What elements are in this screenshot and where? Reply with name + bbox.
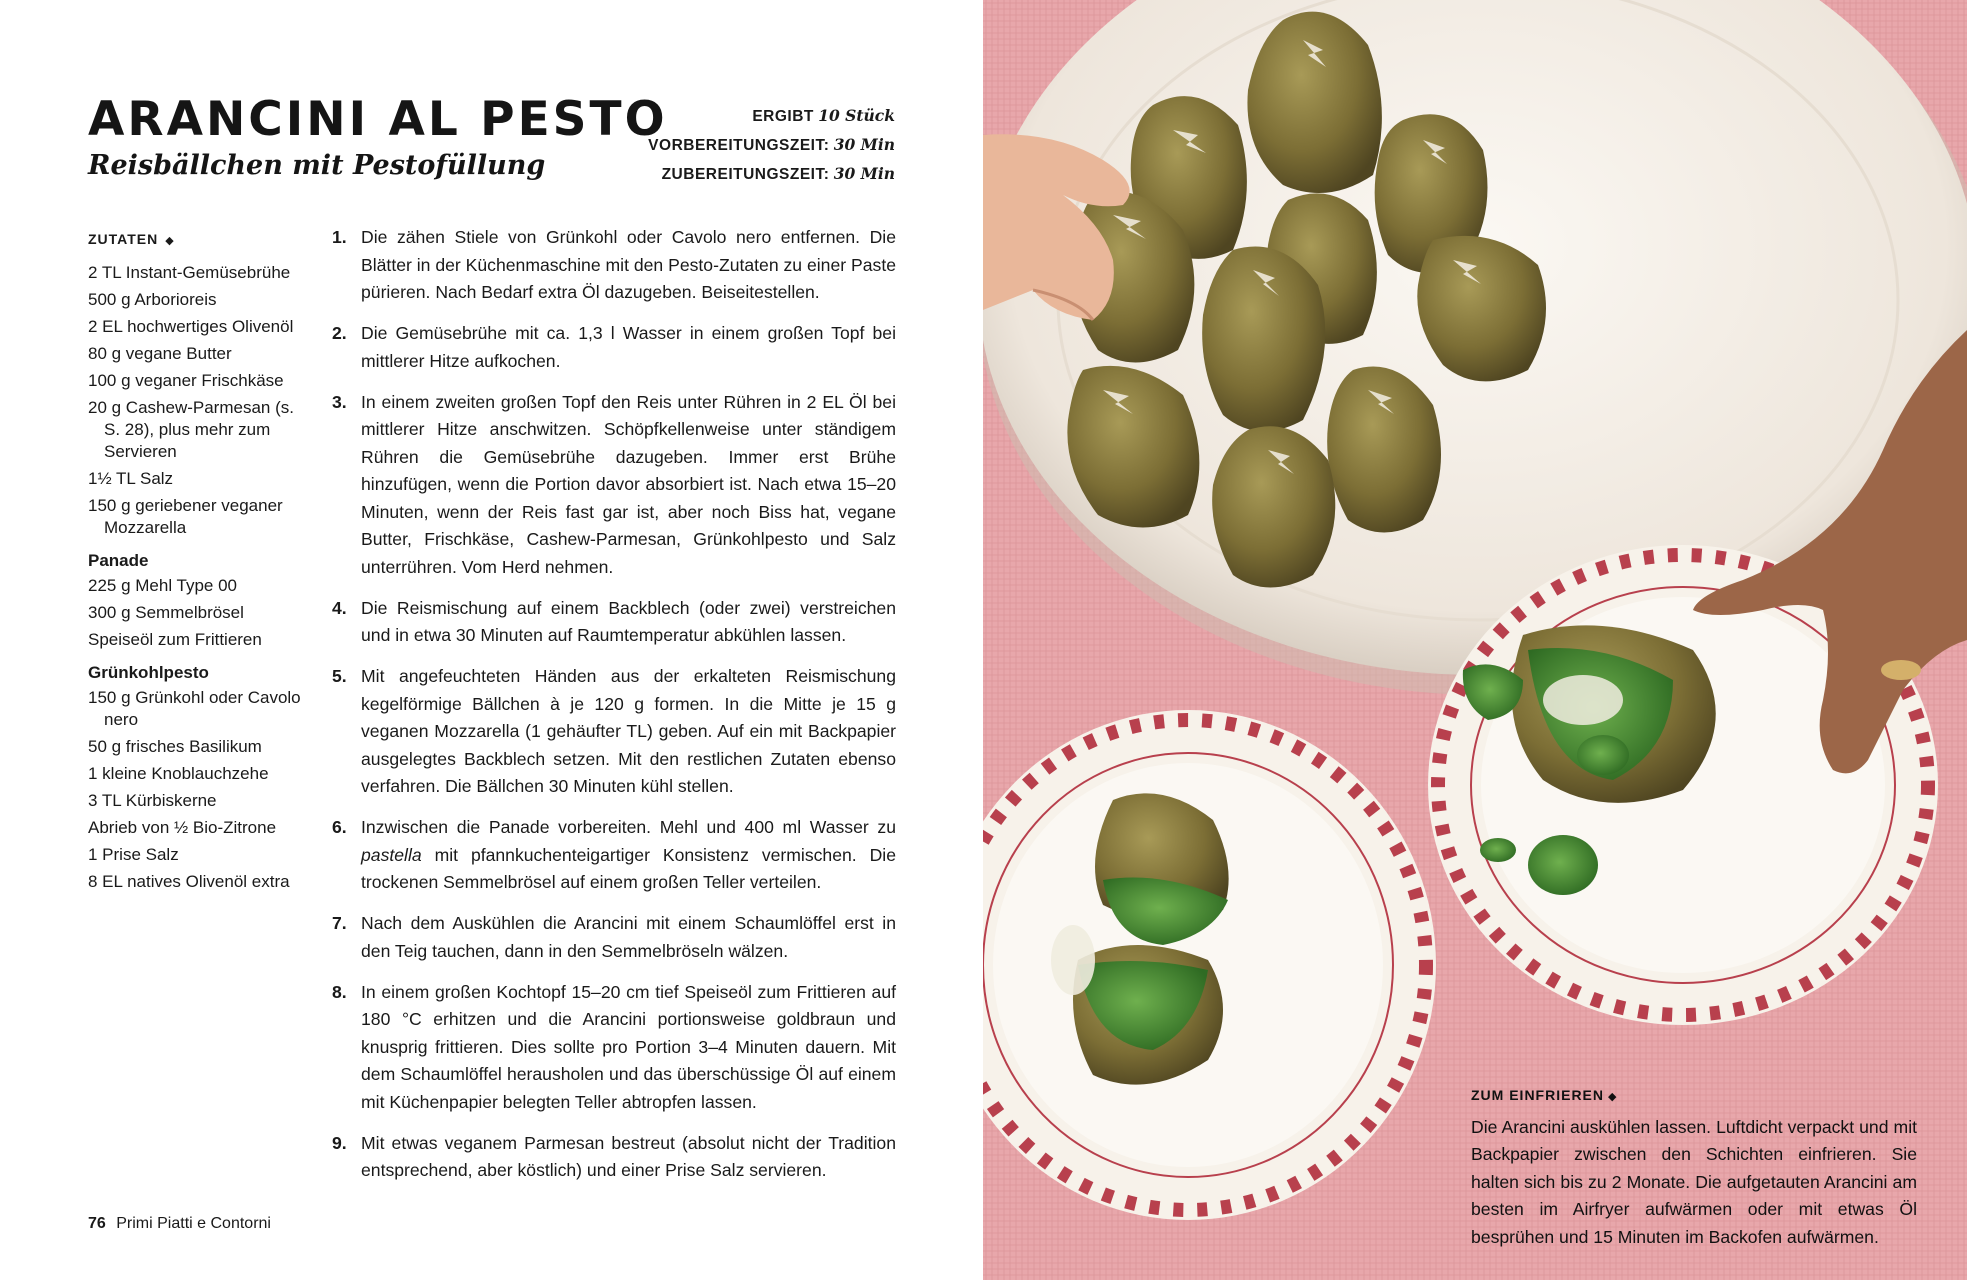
cook-time-value: 30 Min <box>833 164 895 183</box>
step-text: Die zähen Stiele von Grünkohl oder Cavolo nero entfernen. Die Blätter in der Küchenmaschine mit den Pesto-Zutaten zu einer Paste pürieren. Nach Bedarf extra Öl dazugeben. Beiseitestellen. <box>361 227 896 302</box>
ingredient-item: 50 g frisches Basilikum <box>88 737 262 756</box>
diamond-icon: ◆ <box>161 235 175 247</box>
ingredient-item: 300 g Semmelbrösel <box>88 603 244 622</box>
page-footer <box>88 1215 271 1233</box>
step-number: 9. <box>332 1132 347 1153</box>
step-text-part: mit pfannkuchenteigartiger Konsistenz vermischen. Die trockenen Semmelbrösel auf einem großen Teller verteilen. <box>361 844 896 892</box>
yield-value: 10 Stück <box>818 106 895 125</box>
step-text: In einem zweiten großen Topf den Reis unter Rühren in 2 EL Öl bei mittlerer Hitze anschwitzen. Schöpfkellenweise unter ständigem Rühren die Gemüsebrühe dazugeben. Immer erst Brühe hinzufügen, wenn die Portion davor absorbiert ist. Nach etwa 15–20 Minuten, wenn der Reis fast gar ist, aber noch Biss hat, vegane Butter, Frischkäse, Cashew-Parmesan, Grünkohlpesto und Salz unterrühren. Vom Herd nehmen. <box>361 391 896 577</box>
recipe-title: ARANCINI AL PESTO <box>88 92 668 147</box>
ingredients-heading-text: ZUTATEN <box>88 231 159 247</box>
method-step <box>332 979 896 1117</box>
method-step <box>332 1130 896 1185</box>
pesto-heading: Grünkohlpesto <box>88 663 209 682</box>
step-text: Nach dem Auskühlen die Arancini mit einem Schaumlöffel erst in den Teig tauchen, dann in den Semmelbröseln wälzen. <box>361 913 896 961</box>
ingredient-item: Speiseöl zum Frittieren <box>88 630 262 649</box>
ingredients-heading <box>88 228 303 252</box>
cook-time-label: ZUBEREITUNGSZEIT: <box>661 166 830 183</box>
recipe-subtitle: Reisbällchen mit Pestofüllung <box>88 150 546 181</box>
method-step <box>332 814 896 897</box>
step-text: Mit etwas veganem Parmesan bestreut (absolut nicht der Tradition entsprechend, aber köstlich) und einer Prise Salz servieren. <box>361 1132 896 1180</box>
step-text: Die Reismischung auf einem Backblech (oder zwei) verstreichen und in etwa 30 Minuten auf Raumtemperatur abkühlen lassen. <box>361 597 896 645</box>
ingredients-list <box>88 228 303 898</box>
ingredient-item: 225 g Mehl Type 00 <box>88 576 238 595</box>
ingredients-pesto-group <box>88 687 303 893</box>
step-text-part: pastella <box>361 844 422 865</box>
ingredient-item: 8 EL natives Olivenöl extra <box>88 872 290 891</box>
cook-time-line <box>565 160 895 189</box>
step-number: 1. <box>332 227 347 247</box>
ingredient-item: 1 kleine Knoblauchzehe <box>88 764 269 783</box>
method-step <box>332 910 896 965</box>
yield-label: ERGIBT <box>752 108 814 125</box>
yield-line <box>565 102 895 131</box>
ingredient-item: 1½ TL Salz <box>88 469 174 488</box>
method-step <box>332 320 896 375</box>
ingredient-item: 80 g vegane Butter <box>88 344 232 363</box>
method-step <box>332 595 896 650</box>
diamond-icon: ◆ <box>1604 1091 1618 1103</box>
ingredients-panade-group <box>88 575 303 651</box>
step-text: Die Gemüsebrühe mit ca. 1,3 l Wasser in einem großen Topf bei mittlerer Hitze aufkochen. <box>361 323 896 371</box>
step-number: 7. <box>332 913 347 933</box>
step-text: Mit angefeuchteten Händen aus der erkalteten Reismischung kegelförmige Bällchen à je 120 g formen. In die Mitte je 15 g veganen Mozzarella (1 gehäufter TL) geben. Auf ein mit Backpapier ausgelegtes Backblech setzen. Mit den restlichen Zutaten ebenso verfahren. Die Bällchen 30 Minuten kühl stellen. <box>361 666 896 796</box>
ingredient-item: Abrieb von ½ Bio-Zitrone <box>88 818 277 837</box>
step-text-part: Inzwischen die Panade vorbereiten. Mehl und 400 ml Wasser zu <box>361 817 896 837</box>
freeze-box <box>1471 1082 1917 1251</box>
left-page <box>0 0 980 1280</box>
method-step <box>332 389 896 582</box>
step-number: 8. <box>332 981 347 1002</box>
step-number: 4. <box>332 597 347 618</box>
ingredient-item: 150 g geriebener veganer Mozzarella <box>88 496 283 537</box>
panade-heading: Panade <box>88 551 149 570</box>
ingredient-item: 2 EL hochwertiges Olivenöl <box>88 317 294 336</box>
ingredients-main-group <box>88 262 303 539</box>
ingredient-item: 2 TL Instant-Gemüsebrühe <box>88 263 291 282</box>
section-name: Primi Piatti e Contorni <box>116 1215 271 1232</box>
step-text <box>361 817 896 892</box>
ingredient-item: 500 g Arborioreis <box>88 290 217 309</box>
ingredient-item: 3 TL Kürbiskerne <box>88 791 217 810</box>
prep-time-label: VORBEREITUNGSZEIT: <box>648 137 830 154</box>
step-number: 6. <box>332 817 347 837</box>
step-number: 2. <box>332 323 347 343</box>
step-number: 3. <box>332 391 347 412</box>
ingredient-item: 20 g Cashew-Parmesan (s. S. 28), plus mehr zum Servieren <box>88 398 294 461</box>
method-step <box>332 663 896 801</box>
method-steps <box>332 224 896 1198</box>
ingredient-item: 100 g veganer Frischkäse <box>88 371 284 390</box>
step-number: 5. <box>332 666 347 686</box>
ingredient-item: 150 g Grünkohl oder Cavolo nero <box>88 688 301 729</box>
prep-time-value: 30 Min <box>833 135 895 154</box>
recipe-meta <box>565 102 895 189</box>
ingredient-item: 1 Prise Salz <box>88 845 179 864</box>
prep-time-line <box>565 131 895 160</box>
step-text: In einem großen Kochtopf 15–20 cm tief Speiseöl zum Frittieren auf 180 °C erhitzen und die Arancini portionsweise goldbraun und knusprig frittieren. Dies sollte pro Portion 3–4 Minuten dauern. Mit dem Schaumlöffel herausholen und das überschüssige Öl auf einem mit Küchenpapier belegten Teller abtropfen lassen. <box>361 981 896 1112</box>
method-step <box>332 224 896 307</box>
freeze-heading <box>1471 1082 1917 1112</box>
freeze-heading-text: ZUM EINFRIEREN <box>1471 1087 1604 1103</box>
freeze-text: Die Arancini auskühlen lassen. Luftdicht verpackt und mit Backpapier zwischen den Schichten einfrieren. Sie halten sich bis zu 2 Monate. Die aufgetauten Arancini am besten im Airfryer aufwärmen oder mit etwas Öl besprühen und 15 Minuten im Backofen aufwärmen. <box>1471 1116 1917 1247</box>
page-number: 76 <box>88 1215 106 1232</box>
